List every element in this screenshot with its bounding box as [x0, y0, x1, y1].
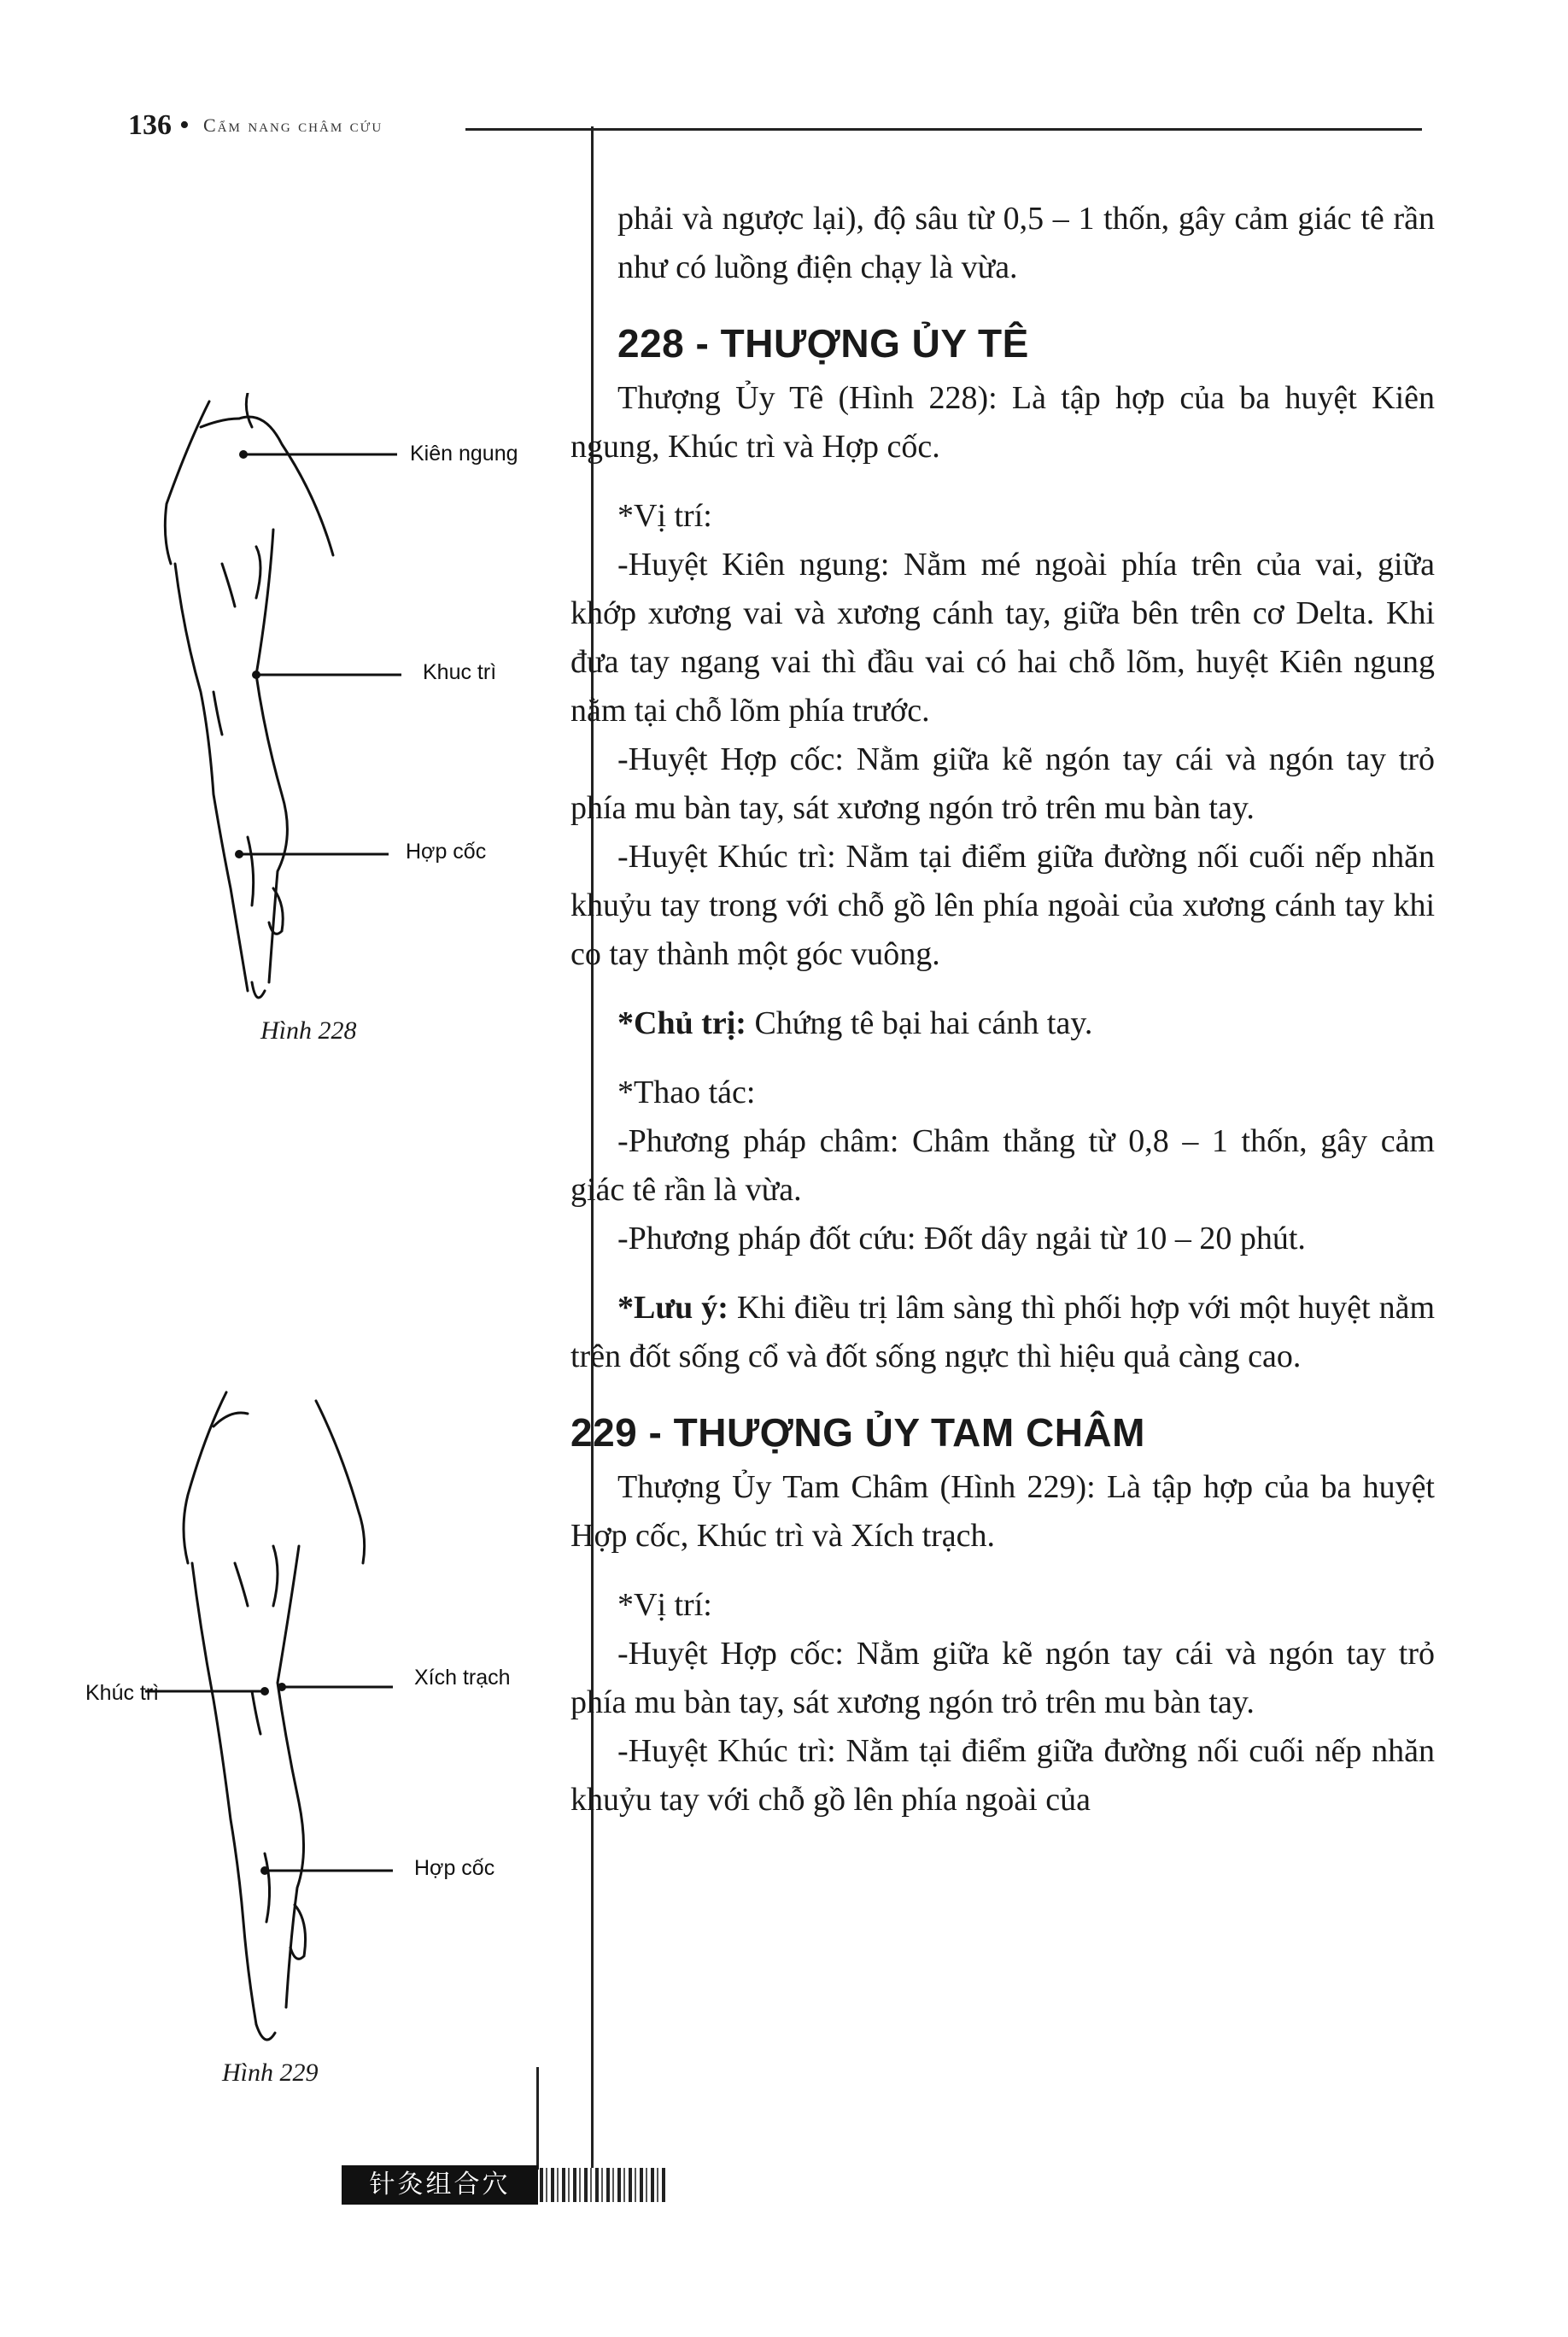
section-228-intro: Thượng Ủy Tê (Hình 228): Là tập hợp của ba huyệt Kiên ngung, Khúc trì và Hợp cốc. [570, 380, 1435, 465]
luuy-text: Khi điều trị lâm sàng thì phối hợp với một huyệt nằm trên đốt sống cổ và đốt sống ngực thì hiệu quả càng cao. [570, 1290, 1436, 1374]
label-khuc-tri: Khúc trì [85, 1681, 160, 1705]
footer-ornament [540, 2168, 668, 2202]
section-228-chutri [570, 999, 1435, 1048]
section-229-title: 229 - THƯỢNG ỦY TAM CHÂM [570, 1410, 1145, 1455]
section-228-kien-ngung: -Huyệt Kiên ngung: Nằm mé ngoài phía trên của vai, giữa khớp xương vai và xương cánh tay, giữa bên trên cơ Delta. Khi đưa tay ngang vai thì đầu vai có hai chỗ lõm, huyệt Kiên ngung nằm tại chỗ lõm phía trước. [570, 547, 1435, 729]
section-228-dotcuu: -Phương pháp đốt cứu: Đốt dây ngải từ 10 – 20 phút. [617, 1221, 1306, 1256]
section-228-khuc-tri: -Huyệt Khúc trì: Nằm tại điểm giữa đường nối cuối nếp nhăn khuỷu tay trong với chỗ gồ lên phía ngoài của xương cánh tay khi co tay thành một góc vuông. [570, 839, 1435, 972]
section-228-hop-coc: -Huyệt Hợp cốc: Nằm giữa kẽ ngón tay cái và ngón tay trỏ phía mu bàn tay, sát xương ngón trỏ trên mu bàn tay. [570, 741, 1435, 826]
chutri-text: Chứng tê bại hai cánh tay. [746, 1005, 1093, 1041]
section-228-luuy [570, 1284, 1435, 1381]
section-229-vitri-heading: *Vị trí: [617, 1587, 712, 1623]
header-bullet: • [179, 109, 190, 141]
section-229-hop-coc: -Huyệt Hợp cốc: Nằm giữa kẽ ngón tay cái và ngón tay trỏ phía mu bàn tay, sát xương ngón trỏ trên mu bàn tay. [570, 1636, 1435, 1720]
arm-illustration-229 [85, 1375, 564, 2110]
section-229-khuc-tri: -Huyệt Khúc trì: Nằm tại điểm giữa đường nối cuối nếp nhăn khuỷu tay với chỗ gồ lên phía ngoài của [570, 1733, 1435, 1818]
figure-228 [128, 393, 572, 1059]
header-rule [465, 128, 1422, 131]
continuation-paragraph: phải và ngược lại), độ sâu từ 0,5 – 1 thốn, gây cảm giác tê rần như có luồng điện chạy là vừa. [617, 201, 1435, 285]
page-number: 136 [128, 109, 172, 141]
body-text [570, 195, 1435, 1824]
arm-illustration-228 [128, 393, 572, 1059]
caption-hinh-229: Hình 229 [222, 2059, 319, 2087]
caption-hinh-228: Hình 228 [260, 1016, 357, 1045]
running-title: Cẩm nang châm cứu [203, 114, 383, 136]
chutri-label: *Chủ trị: [617, 1005, 746, 1041]
section-228-title: 228 - THƯỢNG ỦY TÊ [617, 321, 1029, 366]
label-xich-trach: Xích trạch [414, 1666, 511, 1690]
figure-229 [85, 1375, 564, 2110]
section-229-intro: Thượng Ủy Tam Châm (Hình 229): Là tập hợp của ba huyệt Hợp cốc, Khúc trì và Xích trạch. [570, 1469, 1435, 1554]
section-228-vitri-heading: *Vị trí: [617, 498, 712, 534]
label-kien-ngung: Kiên ngung [410, 442, 518, 466]
label-khuc-tri: Khuc trì [423, 660, 497, 684]
section-228-thaotac-heading: *Thao tác: [617, 1075, 756, 1110]
section-228-cham: -Phương pháp châm: Châm thẳng từ 0,8 – 1 thốn, gây cảm giác tê rần là vừa. [570, 1123, 1435, 1208]
footer-badge: 针灸组合穴 [342, 2165, 538, 2205]
label-hop-coc: Hợp cốc [406, 840, 487, 864]
label-hop-coc: Hợp cốc [414, 1856, 495, 1880]
page-header [128, 109, 1435, 144]
luuy-label: *Lưu ý: [617, 1290, 728, 1326]
